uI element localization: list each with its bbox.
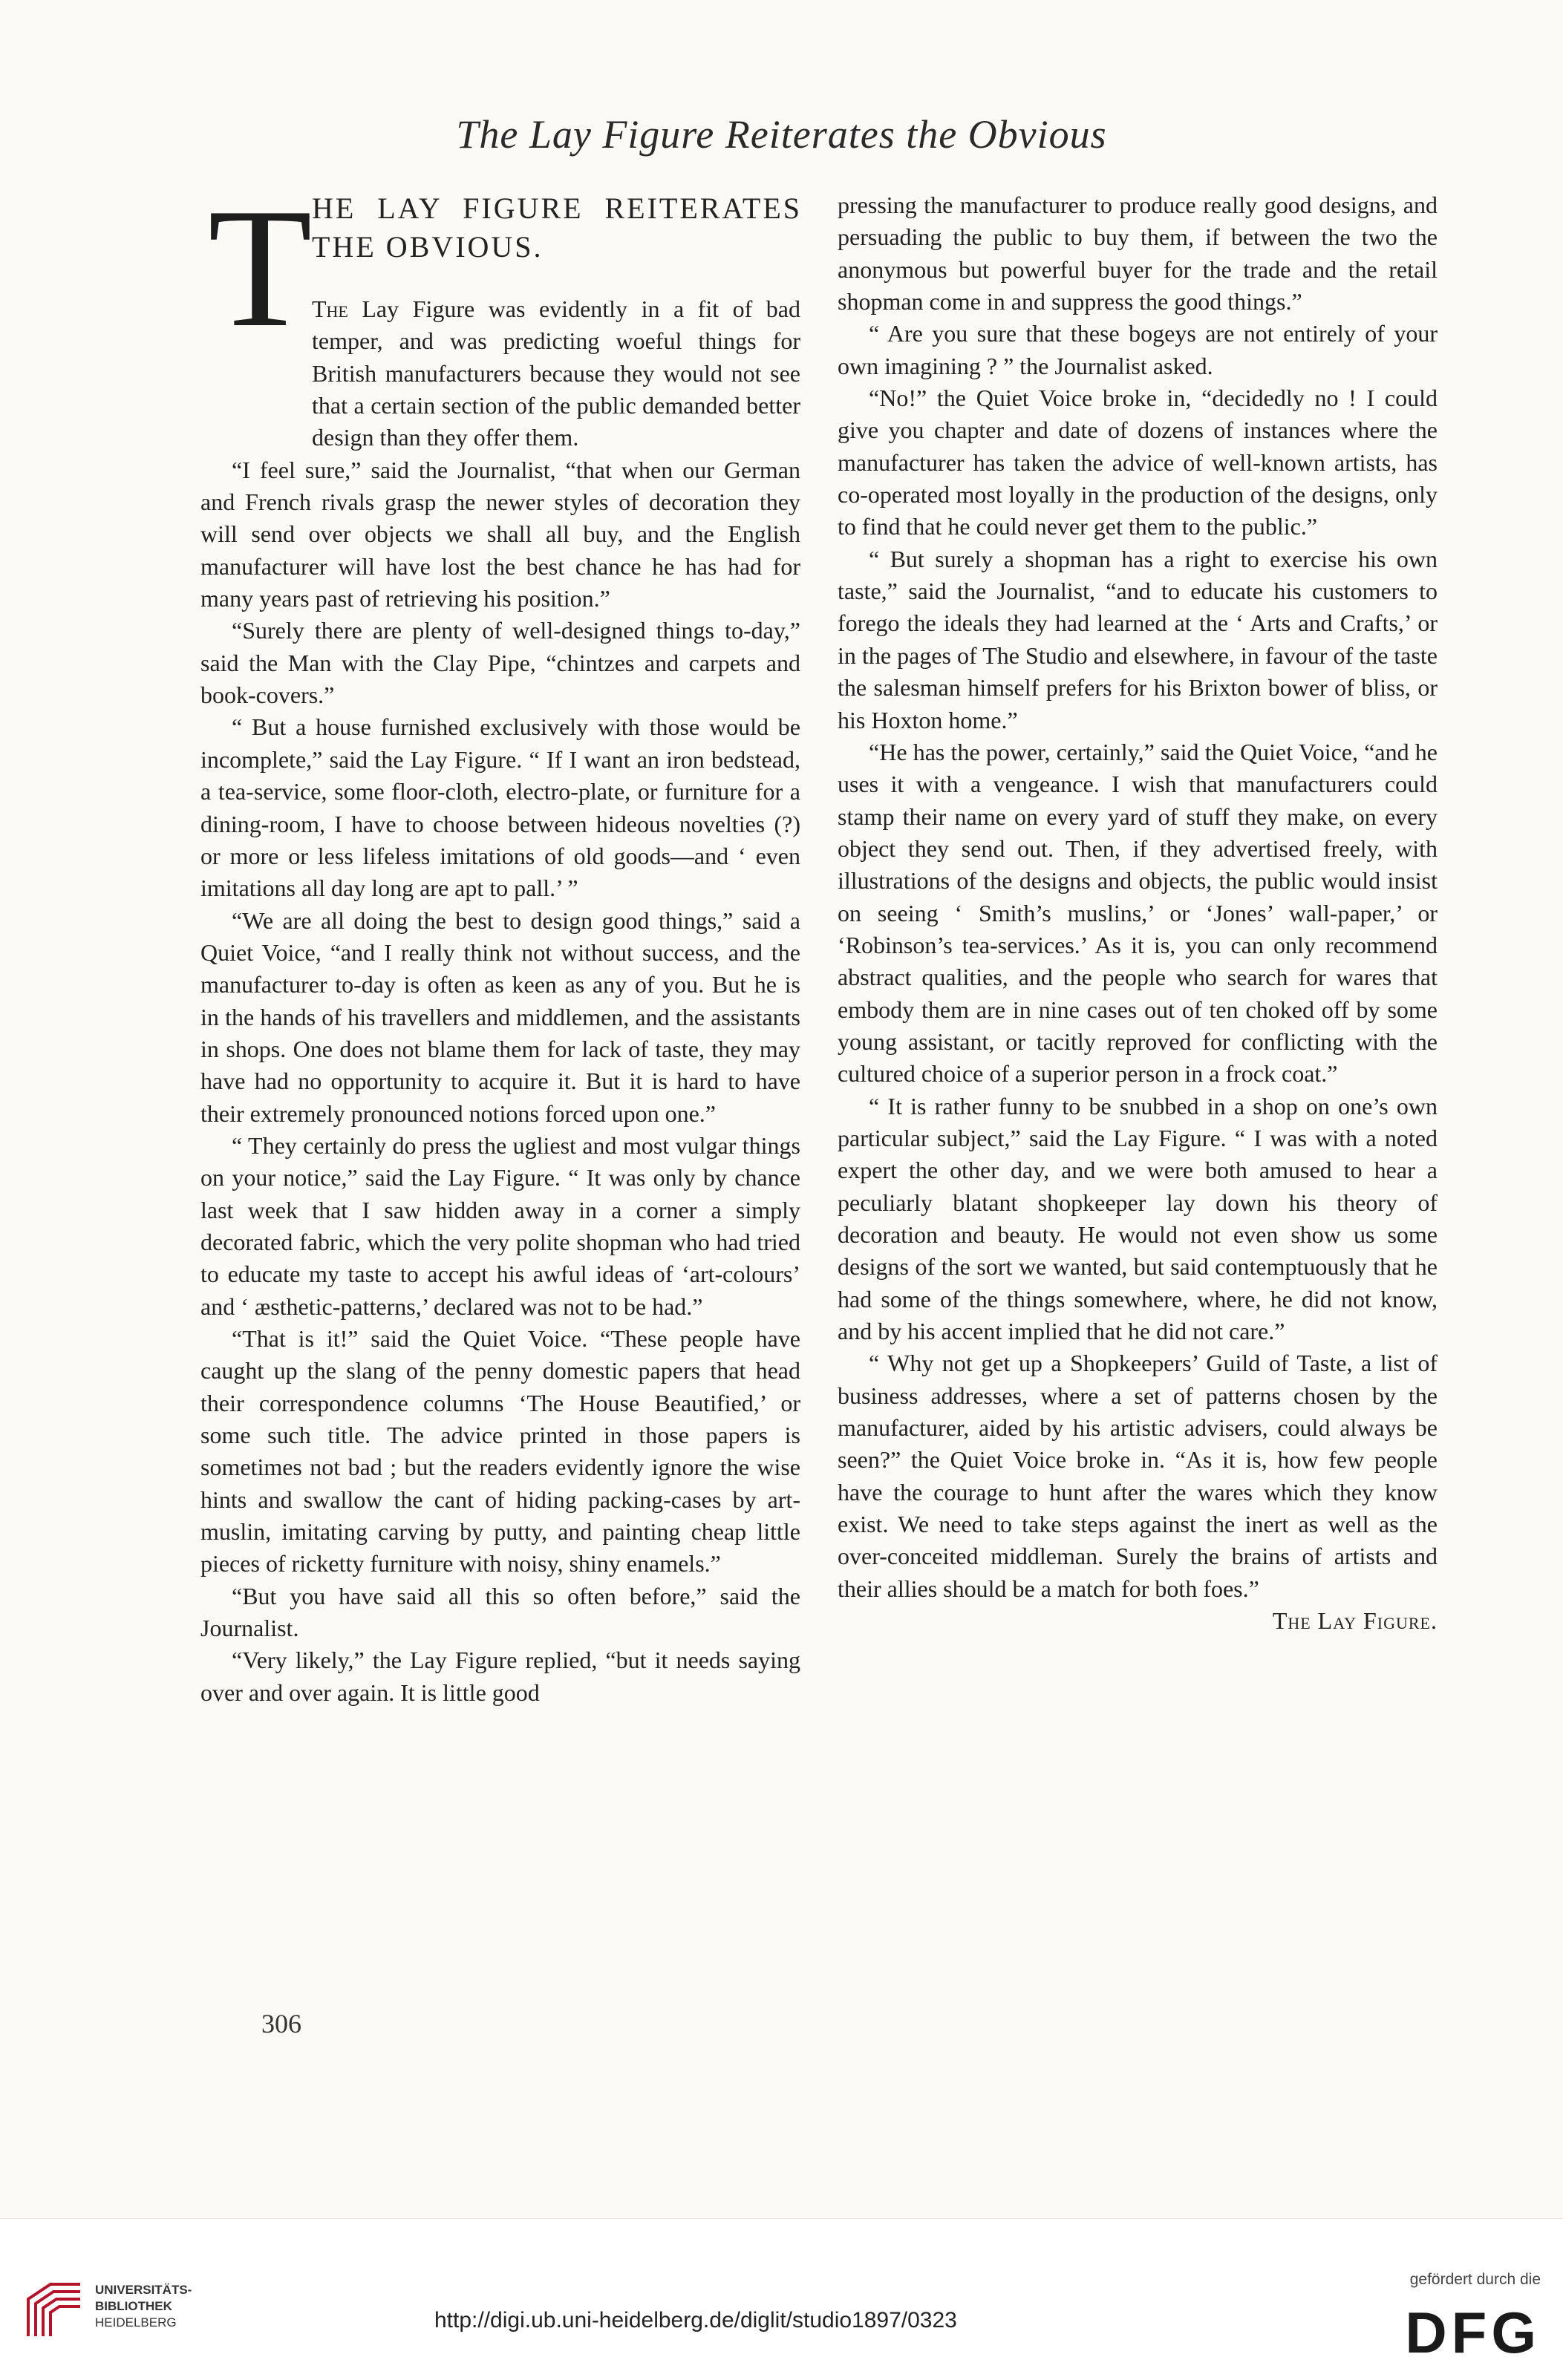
paragraph: “ They certainly do press the ugliest and most vulgar things on your notice,” said the Lay Figure. “ It was only by chance last week that I saw hidden away in a corner a simply decorated fabric, which the very polite shopman who had tried to educate my taste to accept his awful ideas of ‘art-colours’ and ‘ æsthetic-patterns,’ declared was not to be had.” — [200, 1131, 800, 1320]
page-number: 306 — [261, 2009, 301, 2039]
paragraph: pressing the manufacturer to produce really good designs, and persuading the public to buy them, if between the two the anonymous but powerful buyer for the trade and the retail shopman come in and suppress the good things.” — [838, 192, 1438, 316]
paragraph: “No!” the Quiet Voice broke in, “decidedly no ! I could give you chapter and date of dozens of instances where the manufacturer has taken the advice of well-known artists, has co-operated most loyally in the production of the designs, only to find that he could never get them to the public.” — [838, 385, 1438, 540]
paragraph: “ It is rather funny to be snubbed in a shop on one’s own particular subject,” said the Lay Figure. “ I was with a noted expert the other day, and we were both amused to hear a peculiarly blatant shopkeeper lay down his theory of decoration and beauty. He would not even show us some designs of the sort we wanted, but said contemptuously that he had some of the things somewhere, where, he did not know, and by his accent implied that he did not care.” — [838, 1092, 1438, 1345]
signoff: The Lay Figure. — [1272, 1607, 1438, 1635]
running-title: The Lay Figure Reiterates the Obvious — [456, 112, 1107, 157]
paragraph: “We are all doing the best to design good things,” said a Quiet Voice, “and I really think not without success, and the manufacturer to-day is often as keen as any of you. But he is in the hands of his travellers and middlemen, and the assistants in shops. One does not blame them for lack of taste, they may have had no opportunity to acquire it. But it is hard to have their extremely pronounced notions forced upon one.” — [200, 906, 800, 1127]
paragraph: “ But surely a shopman has a right to exercise his own taste,” said the Journalist, “and to educate his customers to forego the ideals they had learned at the ‘ Arts and Crafts,’ or in the pages of The Studio and elsewhere, in favour of the taste the salesman himself prefers for his Brixton bower of bliss, or his Hoxton home.” — [838, 545, 1438, 733]
source-url-link[interactable]: http://digi.ub.uni-heidelberg.de/diglit/studio1897/0323 — [434, 2308, 957, 2332]
paragraph: “But you have said all this so often before,” said the Journalist. — [200, 1582, 800, 1642]
funded-by-label: gefördert durch die — [1409, 2271, 1541, 2288]
paragraph: “ Are you sure that these bogeys are not entirely of your own imagining ? ” the Journalist asked. — [838, 320, 1438, 379]
library-name: UNIVERSITÄTS- BIBLIOTHEK HEIDELBERG — [95, 2283, 192, 2330]
paragraph: “ Why not get up a Shopkeepers’ Guild of Taste, a list of business addresses, where a set of patterns chosen by the manufacturer, aided by his artistic advisers, could always be seen?” the Quiet Voice broke in. “As it is, how few people have the courage to hunt after the wares which they know exist. We need to take steps against the inert as well as the over-conceited middleman. Surely the brains of artists and their allies should be a match for both foes.” The Lay Figure. — [838, 1347, 1438, 1605]
digitization-footer — [0, 2218, 1563, 2380]
paragraph: “ But a house furnished exclusively with those would be incomplete,” said the Lay Figure. “ If I want an iron bedstead, a tea-service, some floor-cloth, electro-plate, or furniture for a dining-room, I have to choose between hideous novelties (?) or more or less lifeless imitations of old goods—and ‘ even imitations all day long are apt to pall.’ ” — [200, 713, 800, 902]
article-headline: HE LAY FIGURE REITERATES THE OBVIOUS. — [312, 192, 802, 264]
paragraph: “Surely there are plenty of well-designed things to-day,” said the Man with the Clay Pipe, “chintzes and carpets and book-covers.” — [200, 617, 800, 709]
article-heading — [200, 173, 802, 362]
drop-cap: T — [208, 173, 313, 362]
paragraph: “I feel sure,” said the Journalist, “that when our German and French rivals grasp the newer styles of decoration they will send over objects we shall all buy, and the English manufacturer will have lost the best chance he has had for many years past of retrieving his position.” — [200, 456, 800, 612]
paragraph: “That is it!” said the Quiet Voice. “These people have caught up the slang of the penny domestic papers that head their correspondence columns ‘The House Beautified,’ or some such title. The advice printed in those papers is sometimes not bad ; but the readers evidently ignore the wise hints and swallow the cant of hiding packing-cases by art-muslin, imitating carving by putty, and painting cheap little pieces of ricketty furniture with noisy, shiny enamels.” — [200, 1325, 800, 1578]
left-column — [200, 173, 802, 1709]
paragraph: “Very likely,” the Lay Figure replied, “but it needs saying over and over again. It is little good — [200, 1647, 800, 1706]
paragraph: The Lay Figure was evidently in a fit of bad temper, and was predicting woeful things for British manufacturers because they would not see that a certain section of the public demanded better design than they offer them. — [312, 295, 800, 451]
library-logo-icon — [21, 2277, 88, 2344]
dfg-logo: DFG — [1405, 2300, 1541, 2365]
paragraph: “He has the power, certainly,” said the Quiet Voice, “and he uses it with a vengeance. I wish that manufacturers could stamp their name on every yard of stuff they make, on every object they send out. Then, if they advertised freely, with illustrations of the designs and objects, the public would insist on seeing ‘ Smith’s muslins,’ or ‘Jones’ wall-paper,’ or ‘Robinson’s tea-services.’ As it is, you can only recommend abstract qualities, and the people who search for wares that embody them are in nine cases out of ten choked off by some young assistant, or tacitly reproved for conflicting with the cultured choice of a superior person in a frock coat.” — [838, 738, 1438, 1088]
right-column — [838, 189, 1438, 1637]
